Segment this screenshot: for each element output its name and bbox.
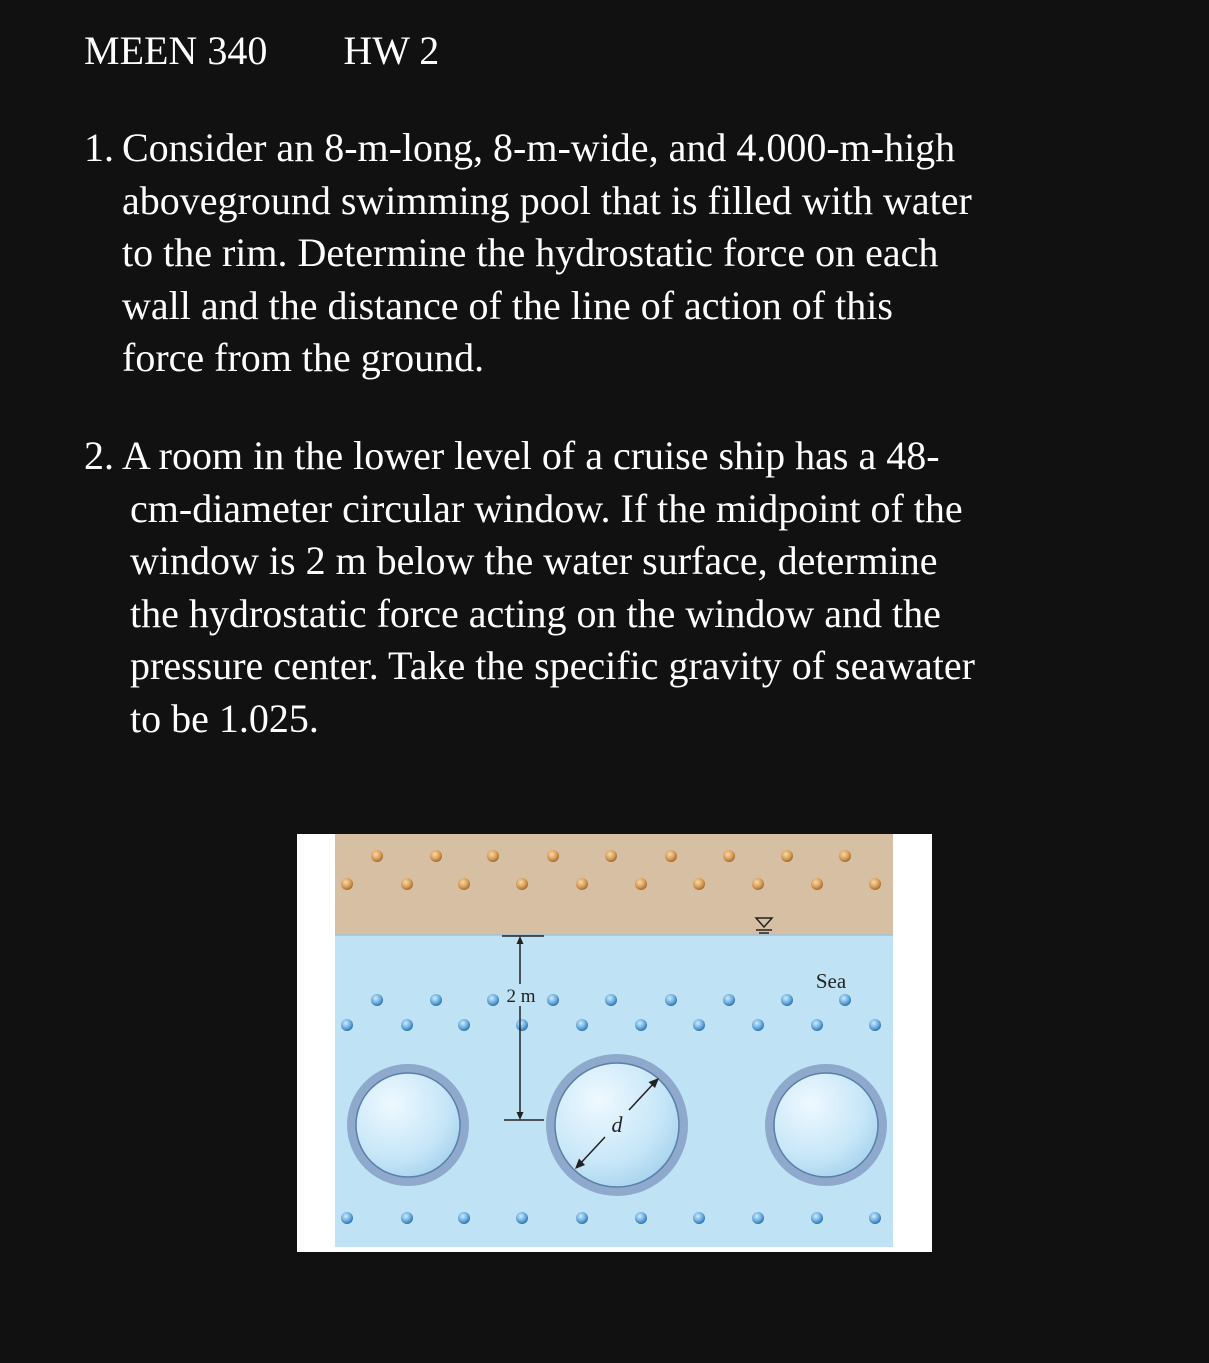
problem-1-line: Consider an 8-m-long, 8-m-wide, and 4.000-m-high bbox=[122, 125, 956, 170]
rivet bbox=[547, 994, 559, 1006]
rivet bbox=[430, 850, 442, 862]
rivet bbox=[371, 850, 383, 862]
rivet bbox=[693, 1212, 705, 1224]
rivet bbox=[487, 850, 499, 862]
rivet bbox=[635, 1019, 647, 1031]
rivet bbox=[516, 1019, 528, 1031]
rivet bbox=[430, 994, 442, 1006]
rivet bbox=[516, 1212, 528, 1224]
rivet bbox=[752, 878, 764, 890]
problem-1-line: force from the ground. bbox=[122, 335, 485, 380]
problem-2-line: window is 2 m below the water surface, determine bbox=[130, 538, 938, 583]
rivet bbox=[341, 1212, 353, 1224]
rivet bbox=[839, 850, 851, 862]
diameter-label: d bbox=[611, 1112, 623, 1137]
page-header bbox=[84, 28, 439, 74]
window-left bbox=[347, 1064, 469, 1186]
rivet bbox=[839, 994, 851, 1006]
depth-label: 2 m bbox=[506, 986, 536, 1007]
rivet bbox=[752, 1019, 764, 1031]
air-region bbox=[335, 834, 893, 935]
rivet bbox=[458, 1019, 470, 1031]
window-right-glass bbox=[774, 1073, 878, 1177]
problem-2-line: A room in the lower level of a cruise ship has a 48- bbox=[122, 433, 940, 478]
rivet bbox=[693, 878, 705, 890]
problem-2-line: to be 1.025. bbox=[130, 695, 319, 741]
problem-1-line: wall and the distance of the line of action of this bbox=[122, 282, 893, 328]
rivet bbox=[605, 850, 617, 862]
ship-window-diagram bbox=[297, 834, 932, 1252]
rivet bbox=[401, 1019, 413, 1031]
problem-1-number: 1. bbox=[84, 125, 114, 170]
problem-2-number: 2. bbox=[84, 433, 114, 478]
rivet bbox=[752, 1212, 764, 1224]
rivet bbox=[458, 878, 470, 890]
rivet bbox=[665, 994, 677, 1006]
rivet bbox=[869, 1019, 881, 1031]
rivet bbox=[341, 1019, 353, 1031]
rivet bbox=[723, 850, 735, 862]
rivet bbox=[811, 1019, 823, 1031]
rivet bbox=[605, 994, 617, 1006]
sea-label: Sea bbox=[815, 969, 847, 993]
problem-1 bbox=[84, 122, 972, 385]
rivet bbox=[547, 850, 559, 862]
problem-2-line: cm-diameter circular window. If the midpoint of the bbox=[130, 485, 963, 531]
rivet bbox=[576, 878, 588, 890]
rivet bbox=[341, 878, 353, 890]
rivet bbox=[635, 878, 647, 890]
rivet bbox=[869, 878, 881, 890]
rivet bbox=[576, 1019, 588, 1031]
rivet bbox=[811, 878, 823, 890]
window-left-glass bbox=[356, 1073, 460, 1177]
rivet bbox=[576, 1212, 588, 1224]
rivet bbox=[635, 1212, 647, 1224]
problem-1-line: to the rim. Determine the hydrostatic force on each bbox=[122, 230, 939, 275]
rivet bbox=[811, 1212, 823, 1224]
assignment-title: HW 2 bbox=[343, 28, 440, 73]
rivet bbox=[401, 1212, 413, 1224]
rivet bbox=[665, 850, 677, 862]
problem-2 bbox=[84, 430, 975, 745]
problem-2-line: the hydrostatic force acting on the window and the bbox=[130, 590, 941, 636]
problem-2-line: pressure center. Take the specific gravity of seawater bbox=[130, 643, 975, 688]
problem-1-line: aboveground swimming pool that is filled with water bbox=[122, 177, 972, 223]
rivet bbox=[781, 850, 793, 862]
rivet bbox=[371, 994, 383, 1006]
rivet bbox=[781, 994, 793, 1006]
course-title: MEEN 340 bbox=[84, 28, 268, 73]
rivet bbox=[401, 878, 413, 890]
rivet bbox=[693, 1019, 705, 1031]
rivet bbox=[869, 1212, 881, 1224]
rivet bbox=[516, 878, 528, 890]
rivet bbox=[458, 1212, 470, 1224]
ship-window-figure bbox=[297, 834, 932, 1252]
window-right bbox=[765, 1064, 887, 1186]
rivet bbox=[487, 994, 499, 1006]
rivet bbox=[723, 994, 735, 1006]
